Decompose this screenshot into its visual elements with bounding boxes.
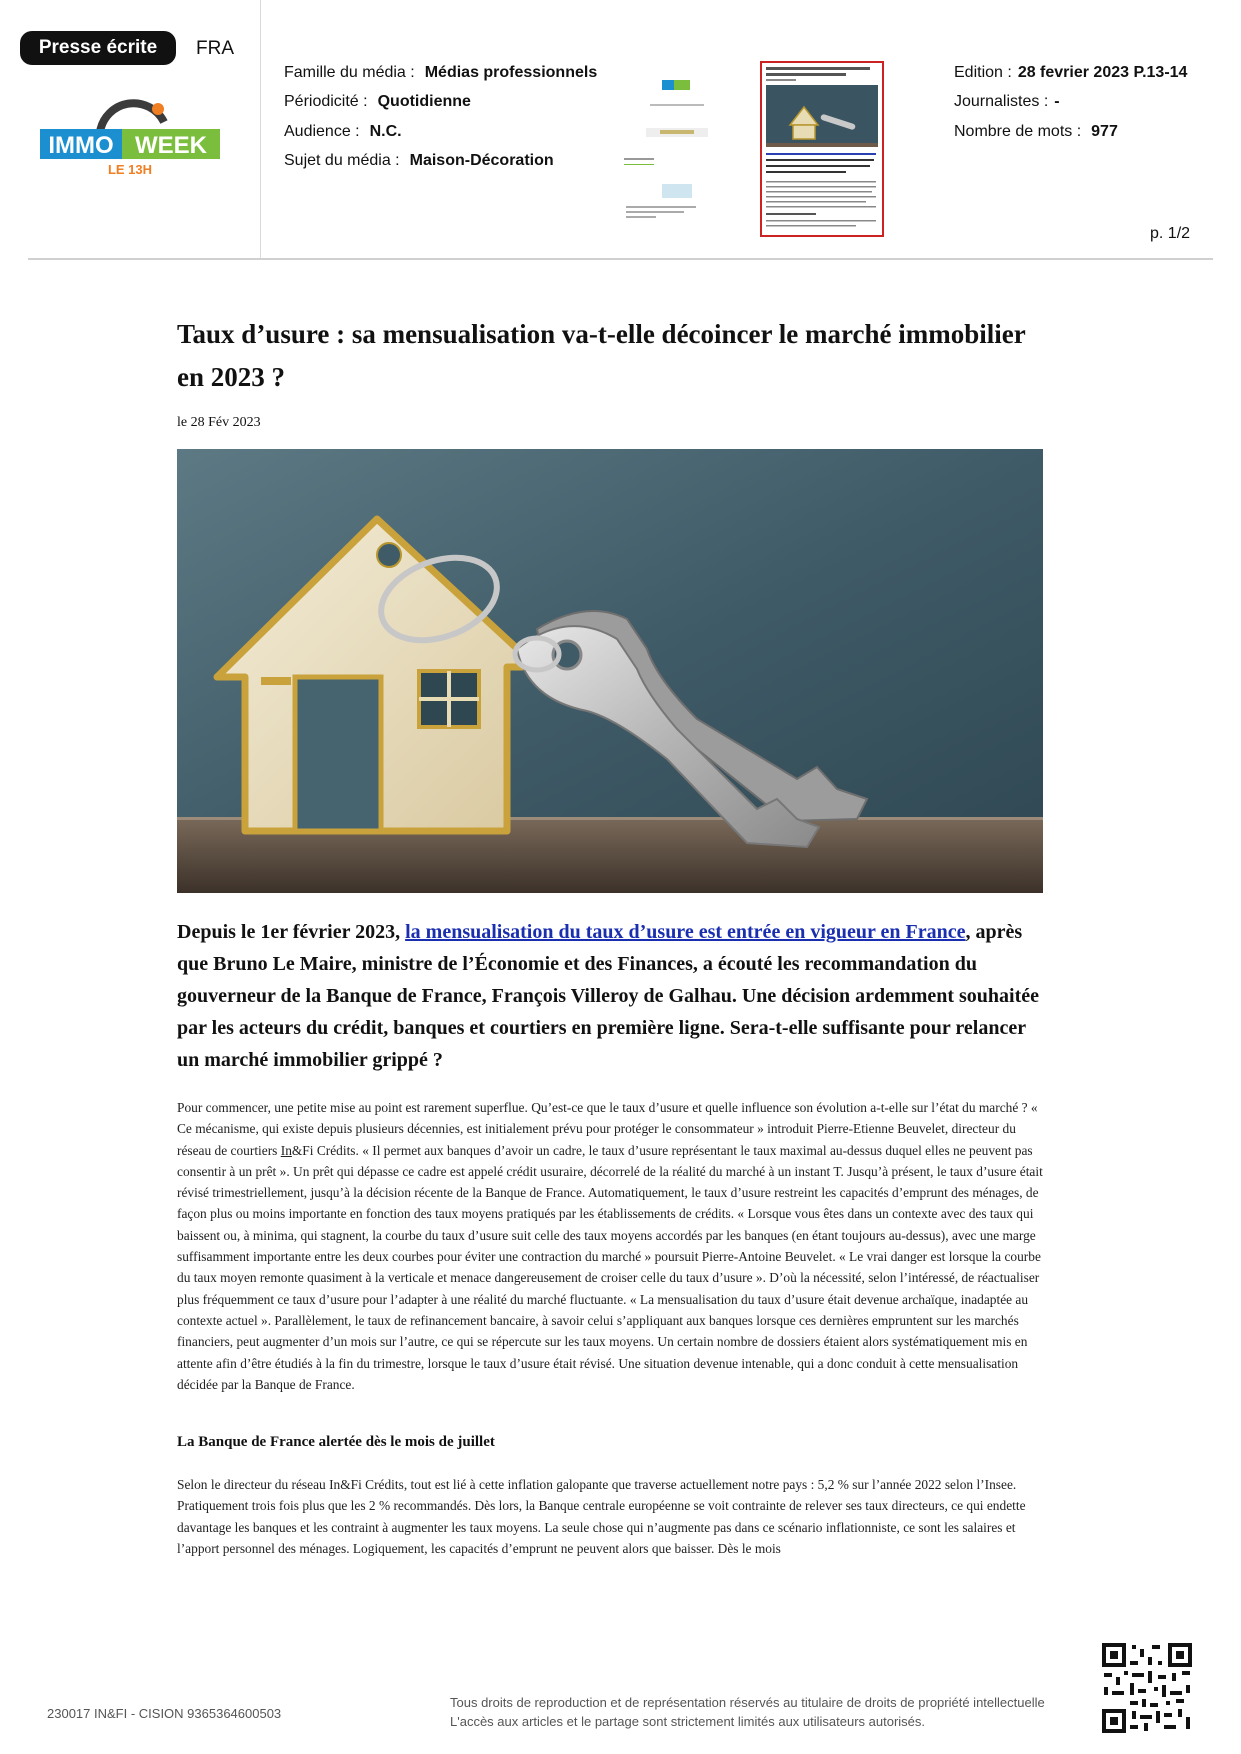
house-keys-illustration bbox=[177, 449, 1043, 893]
article-preview-thumbnail bbox=[760, 61, 884, 237]
article-date: le 28 Fév 2023 bbox=[177, 415, 261, 430]
header-horizontal-divider bbox=[28, 258, 1213, 260]
meta-key: Famille du média : bbox=[284, 64, 415, 81]
meta-value: N.C. bbox=[369, 123, 402, 140]
meta-key: Sujet du média : bbox=[284, 152, 400, 169]
logo-word-immo: IMMO bbox=[48, 132, 114, 159]
language-label: FRA bbox=[196, 38, 234, 59]
footer-document-id: 230017 IN&FI - CISION 9365364600503 bbox=[47, 1706, 282, 1721]
logo-word-week: WEEK bbox=[135, 132, 207, 159]
meta-value: 977 bbox=[1091, 123, 1118, 140]
qr-code-graphic bbox=[1100, 1641, 1194, 1735]
logo-subtitle: LE 13H bbox=[107, 162, 153, 174]
article-lead bbox=[177, 916, 1045, 1076]
lead-text-start: Depuis le 1er février 2023, bbox=[177, 921, 406, 943]
meta-key: Audience : bbox=[284, 123, 360, 140]
body-text: Pour commencer, une petite mise au point est rarement superflue. Qu’est-ce que le taux d’usure et quelle influence son évolution a-t-elle sur l’état du marché ? « Ce mécanisme, qui existe depuis plusieurs décennies, est initialement prévu pour protéger le consommateur » introduit Pierre-Etienne Beuvelet, directeur du réseau de courtiers bbox=[177, 1100, 1038, 1158]
meta-media-family bbox=[284, 64, 597, 82]
article-body-paragraph-2: Selon le directeur du réseau In&Fi Crédits, tout est lié à cette inflation galopante que traverse actuellement notre pays : 5,2 % sur l’année 2022 selon l’Insee. Pratiquement trois fois plus que les 2 % recommandés. Dès lors, la Banque centrale européenne se voit contrainte de relever ses taux directeurs, ce qui endette davantage les banques et les contraint à augmenter les taux moyens. La seule chose qui n’augmente pas dans ce scénario inflationniste, ce sont les salaires et l’apport personnel des ménages. Logiquement, les capacités d’emprunt ne peuvent alors que baisser. Dès le mois bbox=[177, 1477, 1026, 1556]
meta-edition bbox=[954, 64, 1187, 82]
article-photo-house-keys bbox=[177, 449, 1043, 893]
page-number: p. 1/2 bbox=[1150, 225, 1191, 242]
lead-link[interactable]: la mensualisation du taux d’usure est entrée en vigueur en France bbox=[405, 921, 966, 943]
article-title: Taux d’usure : sa mensualisation va-t-elle décoincer le marché immobilier en 2023 ? bbox=[177, 319, 1026, 392]
press-type-badge: Presse écrite bbox=[20, 31, 176, 65]
meta-value: - bbox=[1054, 93, 1060, 110]
rights-line-2: L'accès aux articles et le partage sont strictement limités aux utilisateurs autorisés. bbox=[450, 1714, 926, 1729]
meta-periodicity bbox=[284, 93, 471, 111]
article-subheading: La Banque de France alertée dès le mois de juillet bbox=[177, 1434, 495, 1450]
article-body-paragraph-1 bbox=[177, 1097, 1045, 1395]
footer-rights-notice bbox=[450, 1693, 1090, 1731]
meta-key: Edition : bbox=[954, 64, 1012, 81]
page-thumbnails bbox=[620, 74, 732, 234]
meta-value: Médias professionnels bbox=[424, 64, 598, 81]
immoweek-logo bbox=[40, 92, 220, 174]
meta-key: Nombre de mots : bbox=[954, 123, 1082, 140]
rights-line-1: Tous droits de reproduction et de représentation réservés au titulaire de droits de propriété intellectuelle bbox=[450, 1695, 1045, 1710]
lead-text-end: , après que Bruno Le Maire, ministre de l’Économie et des Finances, a écouté les recommandation du gouverneur de la Banque de France, François Villeroy de Galhau. Une décision ardemment souhaitée par les acteurs du crédit, banques et courtiers en première ligne. Sera-t-elle suffisante pour relancer un marché immobilier grippé ? bbox=[177, 921, 1040, 1071]
meta-value: Quotidienne bbox=[377, 93, 471, 110]
meta-word-count bbox=[954, 123, 1118, 141]
meta-audience bbox=[284, 123, 402, 141]
qr-code bbox=[1100, 1641, 1194, 1735]
meta-value: Maison-Décoration bbox=[409, 152, 554, 169]
meta-value: 28 fevrier 2023 P.13-14 bbox=[1017, 64, 1188, 81]
meta-key: Journalistes : bbox=[954, 93, 1049, 110]
body-text: &Fi Crédits. « Il permet aux banques d’avoir un cadre, le taux d’usure représentant le taux maximal au-dessus duquel elles ne peuvent pas consentir à un prêt ». Un prêt qui dépasse ce cadre est appelé crédit usuraire, décorrelé de la réalité du marché à un instant T. Jusqu’à présent, le taux d’usure était révisé trimestriellement, jusqu’à la décision récente de la Banque de France. Automatiquement, le taux d’usure restreint les capacités d’emprunt des ménages, de façon plus ou moins importante en fonction des taux moyens pratiqués par les établissements de crédits. « Lorsque vous êtes dans un contexte avec des taux qui baissent ou, à minima, qui stagnent, la courbe du taux d’usure suit celle des taux moyens accordés par les banques (en étant toujours au-dessus), avec une marge suffisamment importante entre les deux courbes pour éviter une contraction du marché » poursuit Pierre-Antoine Beuvelet. « Le vrai danger est lorsque la courbe du taux moyen remonte quasiment à la verticale et menace dangereusement de croiser celle du taux d’usure ». D’où la nécessité, selon l’intéressé, de réactualiser plus fréquemment ce taux d’usure pour l’adapter à une réalité du marché fluctuante. « La mensualisation du taux d’usure était devenue archaïque, inadaptée au contexte actuel ». Parallèlement, le taux de refinancement bancaire, à savoir celui s’appliquant aux banques lorsque ces dernières empruntent sur les marchés financiers, peut augmenter d’un mois sur l’autre, ce qui se répercute sur les taux moyens. Un certain nombre de dossiers étaient alors systématiquement mis en attente afin d’être étudiés à la fin du trimestre, lorsque le taux d’usure était révisé. Une situation devenue intenable, qui a donc conduit à cette mensualisation décidée par la Banque de France. bbox=[177, 1142, 1043, 1392]
preview-graphic bbox=[762, 63, 882, 235]
thumbnail-strip bbox=[620, 74, 732, 234]
meta-subject bbox=[284, 152, 554, 170]
meta-key: Périodicité : bbox=[284, 93, 368, 110]
header-vertical-divider bbox=[260, 0, 261, 258]
logo-graphic bbox=[40, 92, 220, 174]
body-underlined-text: In bbox=[280, 1142, 292, 1158]
meta-journalists bbox=[954, 93, 1060, 111]
